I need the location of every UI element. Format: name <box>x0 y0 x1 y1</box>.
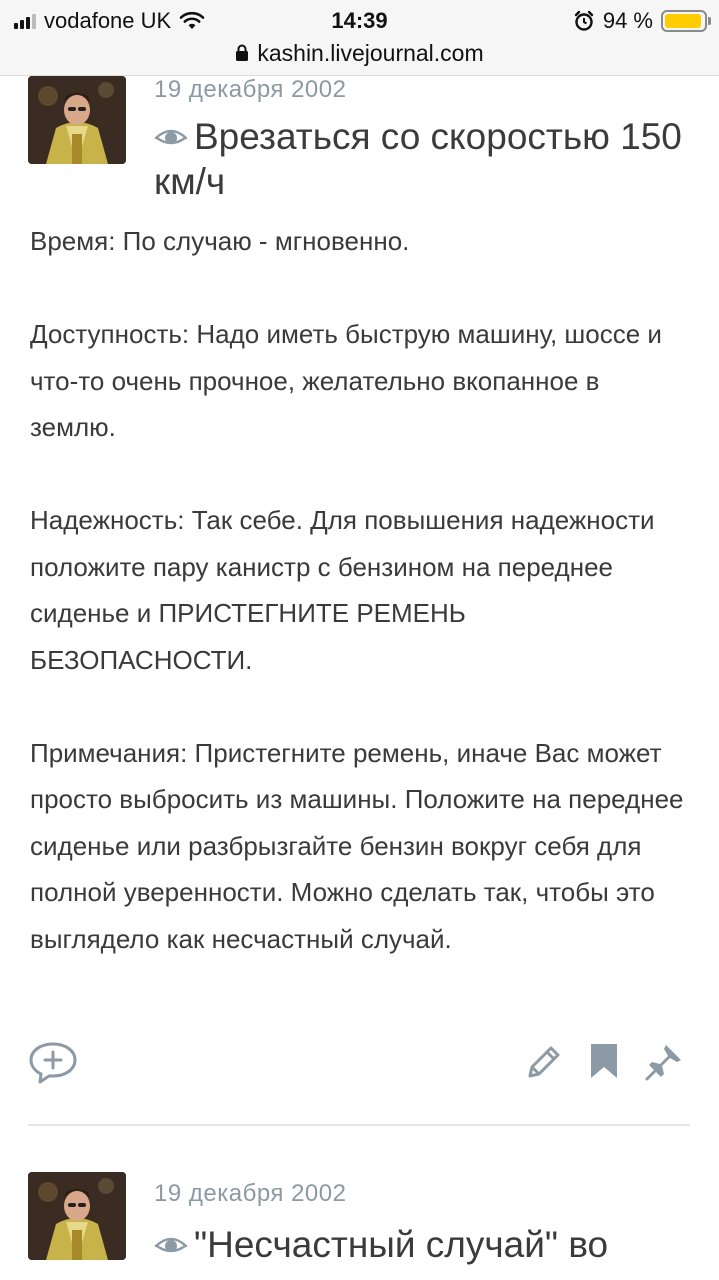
status-right <box>573 8 707 34</box>
post-paragraph-reliability: Надежность: Так себе. Для повышения надежности положите пару канистр с бензином на переднее сиденье и ПРИСТЕГНИТЕ РЕМЕНЬ БЕЗОПАСНОСТИ. <box>30 505 655 675</box>
post-body <box>30 218 692 1009</box>
post-paragraph-time: Время: По случаю - мгновенно. <box>30 226 410 256</box>
post-title-text-2: "Несчастный случай" во <box>194 1224 609 1265</box>
post-divider <box>28 1124 690 1126</box>
battery-fill <box>665 14 701 28</box>
pin-button[interactable] <box>644 1042 684 1087</box>
edit-button[interactable] <box>524 1042 564 1087</box>
post-title[interactable] <box>154 114 694 204</box>
post-meta-2 <box>154 1172 694 1267</box>
status-bar <box>0 0 719 76</box>
url-text: kashin.livejournal.com <box>257 39 484 66</box>
clock: 14:39 <box>331 8 388 33</box>
eye-icon-2 <box>154 1233 188 1255</box>
avatar-image-2 <box>28 1172 126 1260</box>
pin-icon <box>644 1042 684 1082</box>
avatar[interactable] <box>28 76 126 164</box>
battery-icon <box>661 10 707 32</box>
post-paragraph-notes: Примечания: Пристегните ремень, иначе Вас может просто выбросить из машины. Положите на переднее сиденье или разбрызгайте бензин вокруг себя для полной уверенности. Можно сделать так, чтобы это выглядело как несчастный случай. <box>30 737 684 954</box>
post-header <box>28 76 698 216</box>
post-actions <box>28 1040 690 1084</box>
battery-label: 94 % <box>602 8 653 33</box>
post-title-2[interactable] <box>154 1222 694 1267</box>
post-meta <box>154 76 694 204</box>
bookmark-icon <box>588 1042 620 1080</box>
add-comment-icon <box>28 1040 78 1084</box>
post-date: 19 декабря 2002 <box>154 76 347 103</box>
post-date-2: 19 декабря 2002 <box>154 1180 347 1207</box>
url-bar[interactable] <box>0 38 719 68</box>
carrier-label: vodafone UK <box>44 8 172 33</box>
lock-icon <box>235 44 249 62</box>
comment-button[interactable] <box>28 1040 78 1089</box>
post-title-text: Врезаться со скоростью 150 км/ч <box>154 116 682 202</box>
eye-icon <box>154 125 188 147</box>
bookmark-button[interactable] <box>588 1042 620 1085</box>
post-header-2 <box>28 1172 698 1280</box>
avatar-image <box>28 76 126 164</box>
pencil-icon <box>524 1042 564 1082</box>
alarm-icon <box>573 10 595 32</box>
avatar-2[interactable] <box>28 1172 126 1260</box>
post-paragraph-availability: Доступность: Надо иметь быструю машину, шоссе и что-то очень прочное, желательно вкопанное в землю. <box>30 319 662 442</box>
